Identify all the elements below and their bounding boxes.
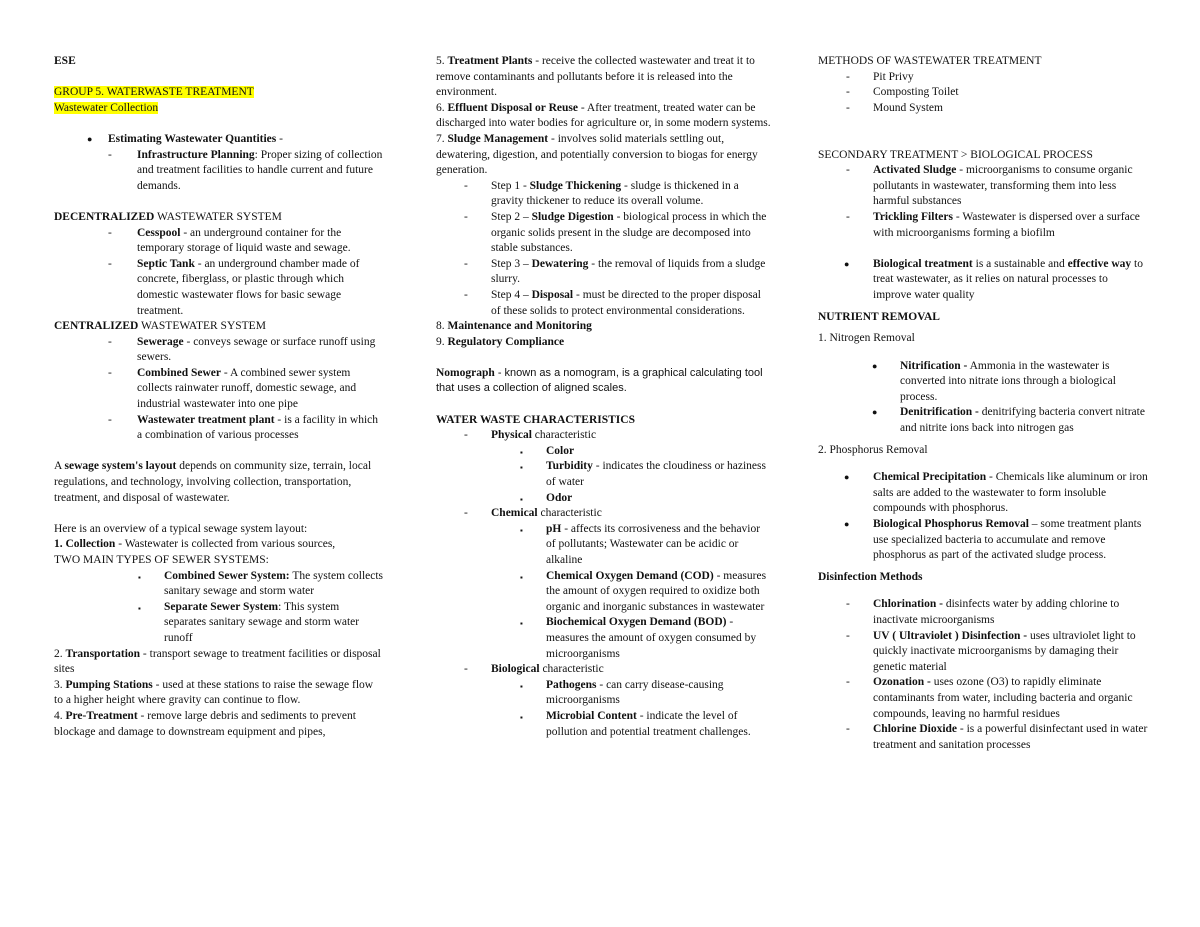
list-item: - Ozonation - uses ozone (O3) to rapidly eliminate contaminants from water, including bacteria and organic compounds, leaving no harmful residues — [846, 676, 1133, 720]
list-item: ▪ Chemical Oxygen Demand (COD) - measures the amount of oxygen required to oxidize both organic and inorganic substances in wastewater — [520, 569, 767, 613]
list-item: - Sewerage - conveys sewage or surface runoff using sewers. — [108, 335, 376, 364]
step-item: 9. Regulatory Compliance — [436, 335, 565, 348]
list-item: ▪ Turbidity - indicates the cloudiness or haziness of water — [520, 460, 766, 489]
list-item: ▪ Microbial Content - indicate the level of pollution and potential treatment challenges. — [520, 709, 751, 738]
list-item: - Trickling Filters - Wastewater is dispersed over a surface with microorganisms forming a biofilm — [846, 210, 1140, 239]
section-heading: NUTRIENT REMOVAL — [818, 310, 940, 323]
list-item: - Septic Tank - an underground chamber made of concrete, fiberglass, or plastic through which domestic wastewater flows for basic sewage treatment. — [108, 257, 360, 317]
step-item: 5. Treatment Plants - receive the collected wastewater and treat it to remove contaminants and pollutants before it is released into the environment. — [436, 55, 755, 99]
step-item: 7. Sludge Management - involves solid materials settling out, dewatering, digestion, and potentially conversion to biogas for energy generation. — [436, 132, 758, 177]
list-item: - Step 2 – Sludge Digestion - biological process in which the organic solids present in the sludge are decomposed into stable substances. — [464, 210, 767, 255]
section-heading: DECENTRALIZED WASTEWATER SYSTEM — [54, 210, 282, 223]
section-heading: METHODS OF WASTEWATER TREATMENT — [818, 55, 1042, 67]
list-item: ● Denitrification - denitrifying bacteria convert nitrate and nitrite ions back into nitrogen gas — [872, 406, 1145, 435]
step-item: 3. Pumping Stations - used at these stations to raise the sewage flow to a higher height where gravity can continue to flow. — [54, 678, 374, 707]
step-item: 6. Effluent Disposal or Reuse - After treatment, treated water can be discharged into water bodies for agriculture or, in some modern systems. — [436, 101, 771, 130]
section-heading: CENTRALIZED WASTEWATER SYSTEM — [54, 320, 266, 333]
section-heading: SECONDARY TREATMENT > BIOLOGICAL PROCESS — [818, 148, 1093, 161]
column-1 — [54, 54, 384, 740]
list-item: ▪ Separate Sewer System: This system separates sanitary sewage and storm water runoff — [138, 600, 360, 644]
list-item: ▪ pH - affects its corrosiveness and the behavior of pollutants; Wastewater can be acidic or alkaline — [520, 522, 761, 566]
list-item: - Composting Toilet — [846, 86, 959, 99]
group-title: GROUP 5. WATERWASTE TREATMENT — [54, 86, 254, 99]
list-item: - Biological characteristic — [464, 663, 604, 676]
list-item: - Chlorine Dioxide - is a powerful disinfectant used in water treatment and sanitation processes — [846, 723, 1148, 751]
list-item: ▪ Biochemical Oxygen Demand (BOD) - measures the amount of oxygen consumed by microorganisms — [520, 616, 757, 660]
list-item: - Cesspool - an underground container for the temporary storage of liquid waste and sewage. — [108, 226, 351, 255]
subheading: TWO MAIN TYPES OF SEWER SYSTEMS: — [54, 554, 269, 566]
list-item: - Step 1 - Sludge Thickening - sludge is thickened in a gravity thickener to reduce its overall volume. — [464, 179, 739, 208]
step-item: 4. Pre-Treatment - remove large debris and sediments to prevent blockage and damage to downstream equipment and pipes, — [54, 709, 356, 738]
list-item: - Pit Privy — [846, 70, 914, 83]
list-item: - Activated Sludge - microorganisms to consume organic pollutants in wastewater, transforming them into less harmful substances — [846, 164, 1133, 208]
section-subtitle: Wastewater Collection — [54, 101, 159, 114]
list-item: - Infrastructure Planning: Proper sizing of collection and treatment facilities to handle current and future demands. — [108, 148, 383, 192]
list-item: ▪ Odor — [520, 491, 573, 504]
list-item: ▪ Color — [520, 444, 575, 457]
section-heading: Disinfection Methods — [818, 570, 923, 583]
list-item: ● Chemical Precipitation - Chemicals like aluminum or iron salts are added to the wastewater to form insoluble compounds with phosphorus. — [844, 471, 1148, 515]
list-item: - Mound System — [846, 101, 943, 114]
list-item: - Chlorination - disinfects water by adding chlorine to inactivate microorganisms — [846, 598, 1120, 626]
list-item: - Step 3 – Dewatering - the removal of liquids from a sludge slurry. — [464, 257, 766, 286]
list-item: - Combined Sewer - A combined sewer system collects rainwater runoff, domestic sewage, and industrial wastewater into one pipe — [108, 366, 357, 411]
section-heading: WATER WASTE CHARACTERISTICS — [436, 413, 635, 426]
list-item: ▪ Combined Sewer System: The system collects sanitary sewage and storm water — [138, 569, 384, 598]
paragraph: A sewage system's layout depends on community size, terrain, local regulations, and technology, involving collection, transportation, treatment, and disposal of wastewater. — [54, 460, 372, 504]
subheading: 1. Nitrogen Removal — [818, 332, 915, 345]
list-item: - Wastewater treatment plant - is a facility in which a combination of various processes — [108, 413, 379, 442]
course-code: ESE — [54, 55, 76, 67]
list-item: - UV ( Ultraviolet ) Disinfection - uses ultraviolet light to quickly inactivate microorganisms by damaging their genetic material — [846, 629, 1136, 673]
list-item: - Chemical characteristic — [464, 507, 602, 520]
list-item: ● Biological Phosphorus Removal – some treatment plants use specialized bacteria to accumulate and remove phosphorus as part of the activated sludge process. — [844, 518, 1142, 562]
list-item: - Physical characteristic — [464, 429, 597, 442]
column-3 — [818, 54, 1148, 753]
step-item: 8. Maintenance and Monitoring — [436, 320, 592, 333]
list-item: ● Nitrification - Ammonia in the wastewater is converted into nitrate ions through a biological process. — [872, 359, 1116, 403]
list-item: ● Biological treatment is a sustainable and effective way to treat wastewater, as it relies on natural processes to improve water quality — [844, 257, 1143, 301]
subheading: 2. Phosphorus Removal — [818, 443, 928, 456]
list-item: - Step 4 – Disposal - must be directed to the proper disposal of these solids to protect environmental considerations. — [464, 288, 761, 317]
column-2 — [436, 54, 771, 740]
list-item: ● Estimating Wastewater Quantities - — [87, 132, 283, 145]
paragraph: Nomograph - known as a nomogram, is a graphical calculating tool that uses a collection of aligned scales. — [436, 366, 763, 395]
list-item: ▪ Pathogens - can carry disease-causing microorganisms — [520, 678, 724, 707]
step-item: 2. Transportation - transport sewage to treatment facilities or disposal sites — [54, 647, 381, 676]
step-item: 1. Collection - Wastewater is collected from various sources, — [54, 538, 336, 551]
paragraph: Here is an overview of a typical sewage system layout: — [54, 522, 308, 535]
